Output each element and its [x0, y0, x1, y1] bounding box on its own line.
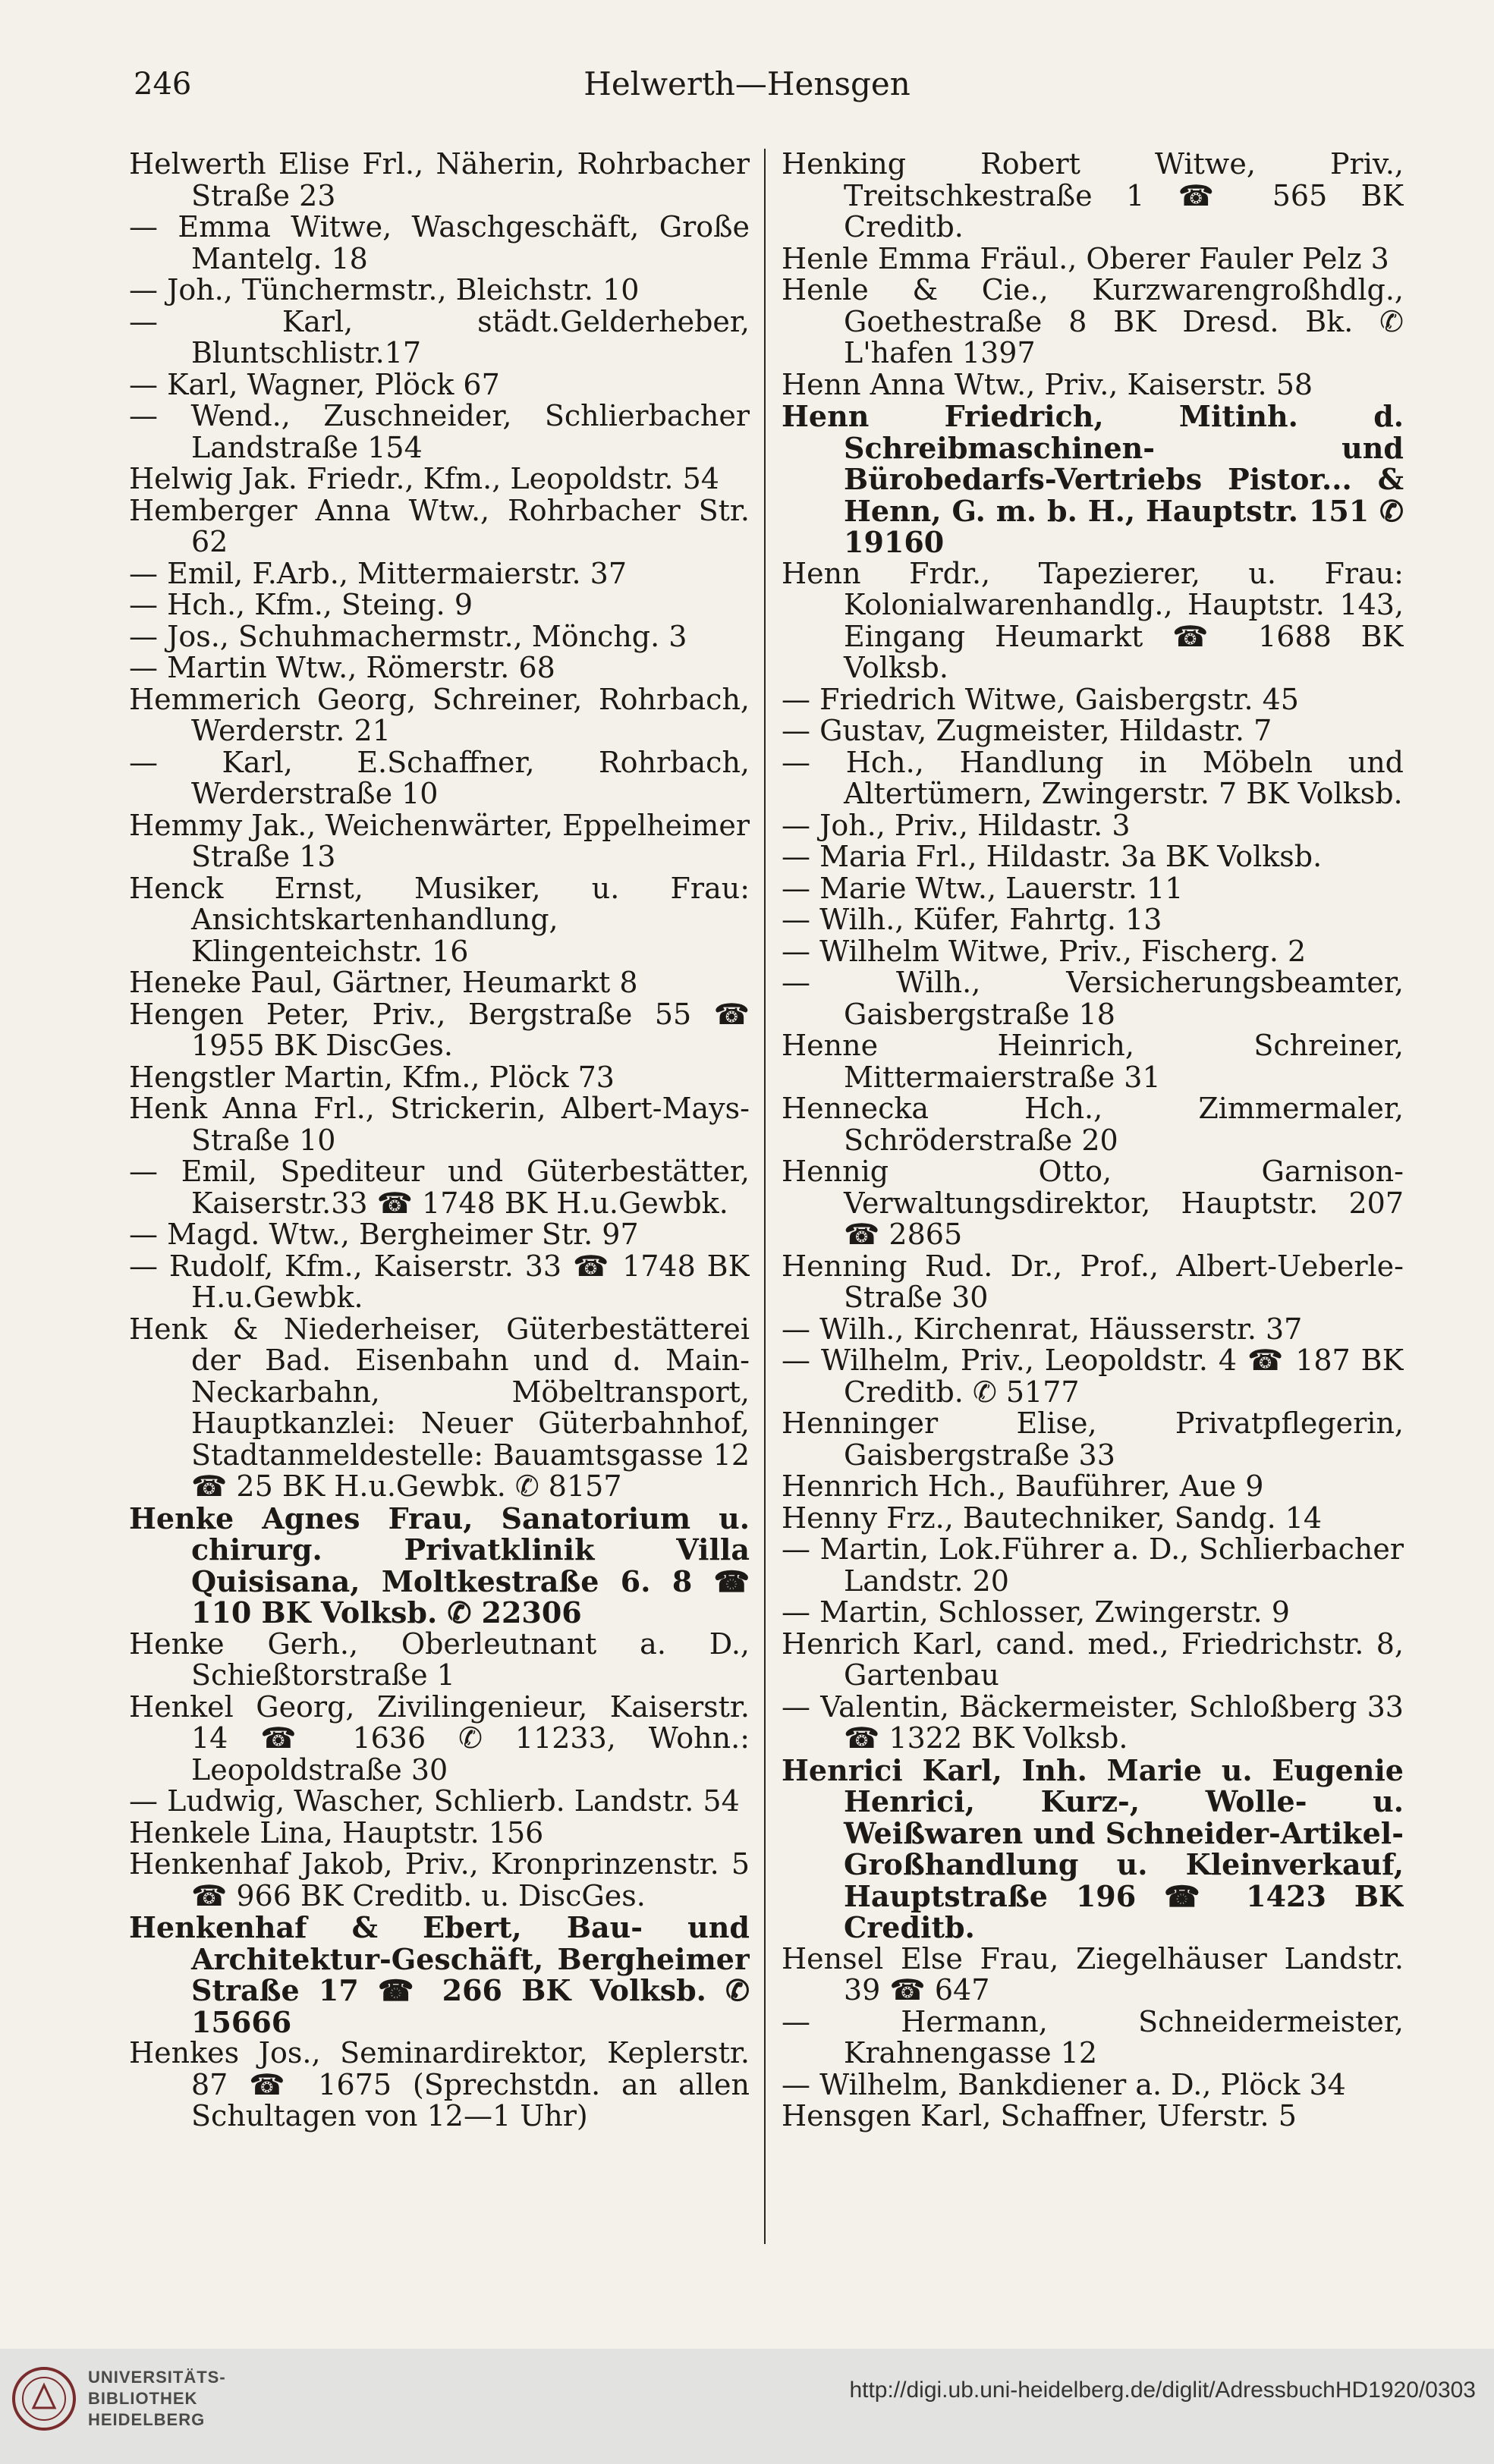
directory-entry: Henn Anna Wtw., Priv., Kaiserstr. 58 [782, 367, 1313, 401]
directory-entry: — Ludwig, Wascher, Schlierb. Landstr. 54 [129, 1784, 740, 1818]
directory-entry: — Wilh., Küfer, Fahrtg. 13 [782, 903, 1162, 936]
directory-entry: — Valentin, Bäckermeister, Schloßberg 33 ☎ 1322 BK Volksb. [782, 1689, 1404, 1755]
directory-entry: Hensgen Karl, Schaffner, Uferstr. 5 [782, 2099, 1297, 2132]
directory-entry: Henk Anna Frl., Strickerin, Albert-Mays-Straße 10 [129, 1092, 750, 1157]
directory-entry: — Wilhelm, Priv., Leopoldstr. 4 ☎ 187 BK Creditb. ✆ 5177 [782, 1344, 1404, 1409]
directory-entry: — Hch., Kfm., Steing. 9 [129, 588, 473, 621]
directory-entry: — Gustav, Zugmeister, Hildastr. 7 [782, 714, 1272, 747]
directory-entry: Hemmerich Georg, Schreiner, Rohrbach, Werderstr. 21 [129, 682, 750, 747]
directory-entry: Henle Emma Fräul., Oberer Fauler Pelz 3 [782, 241, 1389, 275]
directory-entry: Henning Rud. Dr., Prof., Albert-Ueberle-Straße 30 [782, 1249, 1404, 1314]
directory-entry: Heneke Paul, Gärtner, Heumarkt 8 [129, 966, 638, 999]
directory-entry: Helwig Jak. Friedr., Kfm., Leopoldstr. 54 [129, 462, 719, 495]
directory-entry: — Wilhelm Witwe, Priv., Fischerg. 2 [782, 934, 1307, 968]
directory-entry: Hensel Else Frau, Ziegelhäuser Landstr. 39 ☎ 647 [782, 1941, 1404, 2007]
left-column [129, 149, 750, 2242]
directory-entry: — Jos., Schuhmachermstr., Mönchg. 3 [129, 619, 687, 653]
directory-entry: Henkes Jos., Seminardirektor, Keplerstr. 87 ☎ 1675 (Sprechstdn. an allen Schultagen von 12—1 Uhr) [129, 2036, 750, 2132]
directory-entry: Henninger Elise, Privatpflegerin, Gaisbergstraße 33 [782, 1406, 1404, 1472]
directory-entry: — Joh., Priv., Hildastr. 3 [782, 808, 1131, 842]
directory-entry: — Wilh., Versicherungsbeamter, Gaisbergstraße 18 [782, 966, 1404, 1031]
directory-entry: Hennrich Hch., Bauführer, Aue 9 [782, 1469, 1264, 1503]
directory-entry: Henrici Karl, Inh. Marie u. Eugenie Henrici, Kurz-, Wolle- u. Weißwaren und Schneider-Artikel-Großhandlung u. Kleinverkauf, Hauptstraße 196 ☎ 1423 BK Creditb. [782, 1752, 1404, 1944]
directory-entry: — Maria Frl., Hildastr. 3a BK Volksb. [782, 840, 1323, 873]
directory-entry: — Emil, F.Arb., Mittermaierstr. 37 [129, 556, 627, 590]
directory-entry: — Marie Wtw., Lauerstr. 11 [782, 871, 1184, 905]
directory-entry: — Martin Wtw., Römerstr. 68 [129, 651, 555, 684]
directory-entry: Henrich Karl, cand. med., Friedrichstr. 8, Gartenbau [782, 1626, 1404, 1692]
directory-entry: — Hermann, Schneidermeister, Krahnengasse 12 [782, 2004, 1404, 2070]
directory-entry: Henn Frdr., Tapezierer, u. Frau: Kolonialwarenhandlg., Hauptstr. 143, Eingang Heumarkt ☎ 1688 BK Volksb. [782, 556, 1404, 684]
directory-entry: — Wend., Zuschneider, Schlierbacher Landstraße 154 [129, 399, 750, 464]
directory-entry: — Martin, Lok.Führer a. D., Schlierbacher Landstr. 20 [782, 1532, 1404, 1598]
directory-entry: Henle & Cie., Kurzwarengroßhdlg., Goethestraße 8 BK Dresd. Bk. ✆ L'hafen 1397 [782, 273, 1404, 369]
directory-entry: — Martin, Schlosser, Zwingerstr. 9 [782, 1595, 1290, 1629]
page-number: 246 [134, 67, 192, 102]
library-seal-icon [11, 2365, 77, 2432]
directory-entry: — Joh., Tünchermstr., Bleichstr. 10 [129, 273, 640, 306]
directory-entry: Henkenhaf & Ebert, Bau- und Architektur-Geschäft, Bergheimer Straße 17 ☎ 266 BK Volksb. ✆ 15666 [129, 1910, 750, 2039]
directory-entry: Hemberger Anna Wtw., Rohrbacher Str. 62 [129, 493, 750, 558]
directory-entry: Henking Robert Witwe, Priv., Treitschkestraße 1 ☎ 565 BK Creditb. [782, 149, 1404, 244]
directory-entry: Henkel Georg, Zivilingenieur, Kaiserstr. 14 ☎ 1636 ✆ 11233, Wohn.: Leopoldstraße 30 [129, 1689, 750, 1787]
directory-entry: — Wilhelm, Bankdiener a. D., Plöck 34 [782, 2067, 1346, 2101]
directory-entry: Henne Heinrich, Schreiner, Mittermaierstraße 31 [782, 1029, 1404, 1094]
directory-entry: — Emil, Spediteur und Güterbestätter, Kaiserstr.33 ☎ 1748 BK H.u.Gewbk. [129, 1155, 750, 1220]
directory-entry: Hennig Otto, Garnison-Verwaltungsdirektor, Hauptstr. 207 ☎ 2865 [782, 1155, 1404, 1251]
directory-entry: Hengstler Martin, Kfm., Plöck 73 [129, 1060, 615, 1094]
library-logo-text: UNIVERSITÄTS- BIBLIOTHEK HEIDELBERG [88, 2368, 226, 2429]
directory-entry: Hennecka Hch., Zimmermaler, Schröderstraße 20 [782, 1092, 1404, 1157]
directory-entry: — Karl, städt.Gelderheber, Bluntschlistr.17 [129, 304, 750, 369]
directory-entry: Henk & Niederheiser, Güterbestätterei der Bad. Eisenbahn und d. Main-Neckarbahn, Möbeltransport, Hauptkanzlei: Neuer Güterbahnhof, Stadtanmeldestelle: Bauamtsgasse 12 ☎ 25 BK H.u.Gewbk. ✆ 8157 [129, 1312, 750, 1503]
directory-entry: Henke Agnes Frau, Sanatorium u. chirurg. Privatklinik Villa Quisisana, Moltkestraße 6. 8 ☎ 110 BK Volksb. ✆ 22306 [129, 1501, 750, 1630]
directory-entry: Henny Frz., Bautechniker, Sandg. 14 [782, 1501, 1323, 1535]
directory-entry: Helwerth Elise Frl., Näherin, Rohrbacher Straße 23 [129, 149, 750, 212]
right-column [782, 149, 1404, 2242]
column-divider [764, 149, 766, 2244]
directory-entry: Hemmy Jak., Weichenwärter, Eppelheimer Straße 13 [129, 808, 750, 873]
directory-entry: Henke Gerh., Oberleutnant a. D., Schießtorstraße 1 [129, 1626, 750, 1692]
directory-entry: — Rudolf, Kfm., Kaiserstr. 33 ☎ 1748 BK H.u.Gewbk. [129, 1249, 750, 1314]
directory-entry: Henn Friedrich, Mitinh. d. Schreibmaschinen- und Bürobedarfs-Vertriebs Pistor... & Henn, G. m. b. H., Hauptstr. 151 ✆ 19160 [782, 399, 1404, 559]
directory-entry: — Karl, Wagner, Plöck 67 [129, 367, 500, 401]
source-url[interactable]: http://digi.ub.uni-heidelberg.de/diglit/AdressbuchHD1920/0303 [849, 2378, 1476, 2403]
directory-entry: — Friedrich Witwe, Gaisbergstr. 45 [782, 682, 1299, 716]
directory-entry: Hengen Peter, Priv., Bergstraße 55 ☎ 1955 BK DiscGes. [129, 997, 750, 1062]
directory-entry: — Hch., Handlung in Möbeln und Altertümern, Zwingerstr. 7 BK Volksb. [782, 745, 1404, 810]
directory-entry: — Emma Witwe, Waschgeschäft, Große Mantelg. 18 [129, 210, 750, 275]
directory-entry: — Karl, E.Schaffner, Rohrbach, Werderstraße 10 [129, 745, 750, 810]
directory-entry: — Magd. Wtw., Bergheimer Str. 97 [129, 1218, 639, 1251]
directory-entry: — Wilh., Kirchenrat, Häusserstr. 37 [782, 1312, 1303, 1346]
running-title: Helwerth—Hensgen [583, 65, 911, 102]
directory-entry: Henkele Lina, Hauptstr. 156 [129, 1815, 544, 1850]
directory-entry: Henck Ernst, Musiker, u. Frau: Ansichtskartenhandlung, Klingenteichstr. 16 [129, 871, 750, 968]
directory-entry: Henkenhaf Jakob, Priv., Kronprinzenstr. 5 ☎ 966 BK Creditb. u. DiscGes. [129, 1847, 750, 1912]
